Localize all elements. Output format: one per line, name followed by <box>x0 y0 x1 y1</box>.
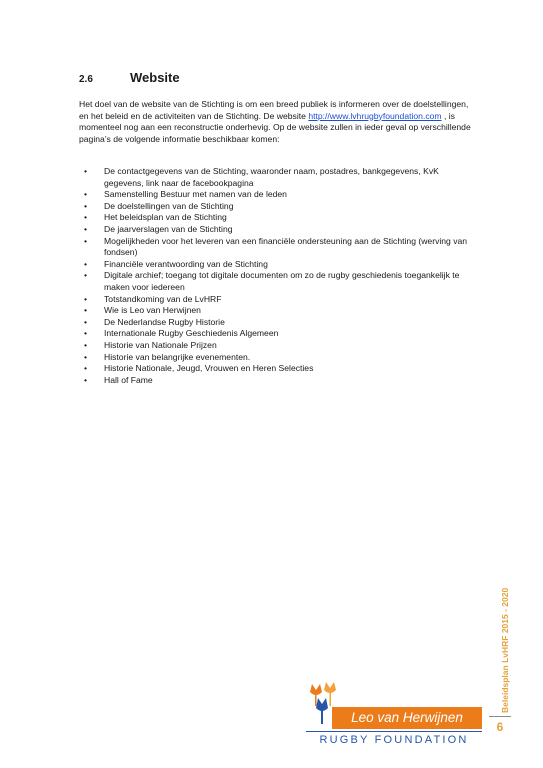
list-item <box>79 294 474 306</box>
bullet-icon: • <box>84 189 88 200</box>
list-item <box>79 317 474 329</box>
list-item-text: De doelstellingen van de Stichting <box>104 200 234 211</box>
bullet-icon: • <box>84 200 88 211</box>
foundation-logo <box>302 680 482 754</box>
logo-subtitle: RUGBY FOUNDATION <box>319 734 469 746</box>
website-link[interactable]: http://www.lvhrugbyfoundation.com <box>308 110 442 121</box>
list-item-text: Historie Nationale, Jeugd, Vrouwen en Heren Selecties <box>104 363 314 374</box>
intro-text-before-link: Het doel van de website van de Stichting is om een breed publiek is informeren over de doelstellingen, en het beleid en de activiteiten van de Stichting. De website <box>79 99 469 121</box>
list-item-text: Historie van Nationale Prijzen <box>104 339 217 350</box>
bullet-icon: • <box>84 339 88 350</box>
list-item <box>79 328 474 340</box>
list-item-text: De jaarverslagen van de Stichting <box>104 223 233 234</box>
bullet-icon: • <box>84 374 88 385</box>
intro-text-after-link: , is momenteel nog aan een reconstructie onderhevig. Op de website zullen in ieder geval op verschillende pagina’s de volgende informatie beschikbaar komen: <box>79 110 471 144</box>
list-item <box>79 189 474 201</box>
page-number: 6 <box>496 720 504 734</box>
list-item <box>79 305 474 317</box>
section-title: Website <box>130 70 180 85</box>
list-item <box>79 201 474 213</box>
list-item <box>79 236 474 259</box>
bullet-icon: • <box>84 258 88 269</box>
section-heading <box>79 70 180 85</box>
list-item <box>79 363 474 375</box>
bullet-icon: • <box>84 328 88 339</box>
list-item-text: Historie van belangrijke evenementen. <box>104 351 251 362</box>
bullet-icon: • <box>84 223 88 234</box>
list-item-text: Totstandkoming van de LvHRF <box>104 293 222 304</box>
bullet-icon: • <box>84 235 88 246</box>
bullet-icon: • <box>84 316 88 327</box>
list-item-text: Internationale Rugby Geschiedenis Algemeen <box>104 328 279 339</box>
bullet-icon: • <box>84 212 88 223</box>
list-item <box>79 212 474 224</box>
section-number: 2.6 <box>79 74 93 85</box>
running-footer-title: Beleidsplan LvHRF 2015 - 2020 <box>500 587 510 713</box>
page-number-divider <box>489 716 511 717</box>
intro-paragraph <box>79 99 474 145</box>
list-item-text: Financiële verantwoording van de Stichting <box>104 258 268 269</box>
list-item <box>79 259 474 271</box>
bullet-icon: • <box>84 305 88 316</box>
list-item <box>79 224 474 236</box>
list-item-text: Mogelijkheden voor het leveren van een financiële ondersteuning aan de Stichting (werving van fondsen) <box>104 235 468 258</box>
bullet-icon: • <box>84 166 88 176</box>
list-item-text: De Nederlandse Rugby Historie <box>104 316 225 327</box>
list-item-text: Samenstelling Bestuur met namen van de leden <box>104 189 287 200</box>
list-item <box>79 270 474 293</box>
bullet-icon: • <box>84 293 88 304</box>
bullet-icon: • <box>84 363 88 374</box>
logo-divider <box>306 731 482 732</box>
information-list <box>79 166 474 386</box>
list-item-text: Hall of Fame <box>104 374 153 385</box>
list-item-text: De contactgegevens van de Stichting, waaronder naam, postadres, bankgegevens, KvK gegevens, link naar de facebookpagina <box>104 166 439 188</box>
list-item <box>79 166 474 189</box>
bullet-icon: • <box>84 270 88 281</box>
logo-name-banner: Leo van Herwijnen <box>332 707 482 729</box>
list-item <box>79 340 474 352</box>
list-item-text: Digitale archief; toegang tot digitale documenten om zo de rugby geschiedenis toegankelijk te maken voor iedereen <box>104 270 460 292</box>
list-item <box>79 375 474 387</box>
list-item-text: Het beleidsplan van de Stichting <box>104 212 227 223</box>
list-item-text: Wie is Leo van Herwijnen <box>104 305 201 316</box>
bullet-icon: • <box>84 351 88 362</box>
list-item <box>79 352 474 364</box>
